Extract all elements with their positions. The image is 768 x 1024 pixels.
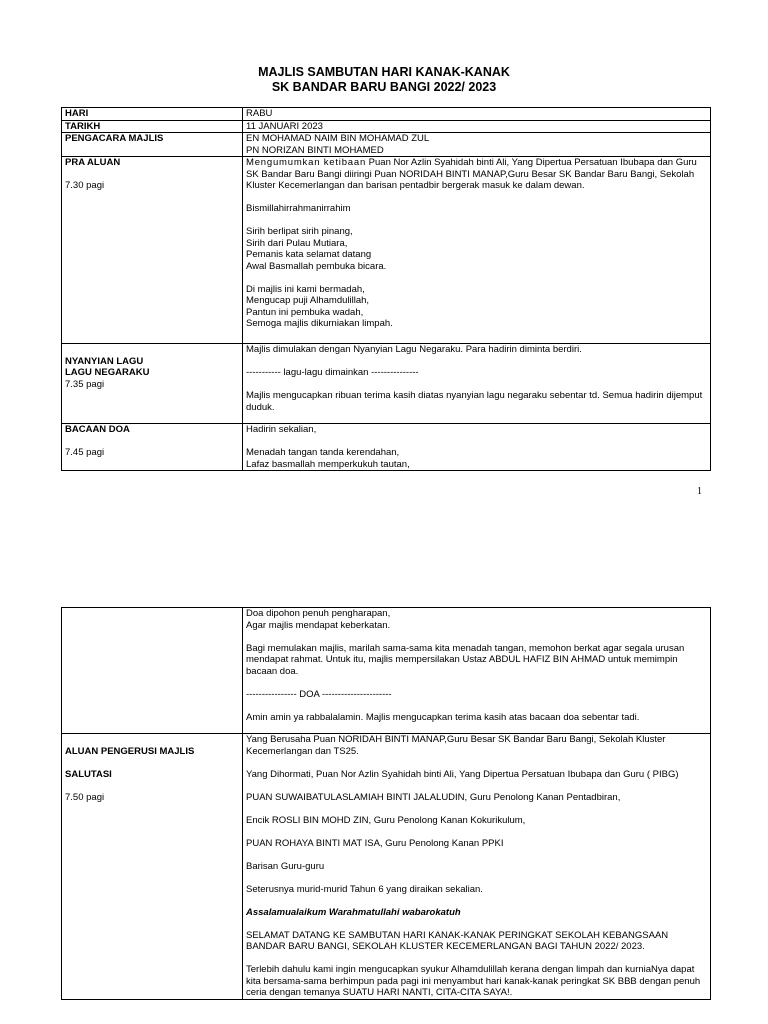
doa-cont-para: Bagi memulakan majlis, marilah sama-sama kita menadah tangan, memohon berkat agar segala urusan mendapat rahmat. Untuk itu, majlis mempersilakan Ustaz ABDUL HAFIZ BIN AHMAD untuk memimpin bacaan doa. [246, 642, 685, 677]
table-row-doa-cont [62, 608, 711, 734]
aluan-p7: Seterusnya murid-murid Tahun 6 yang diraikan sekalian. [246, 883, 483, 895]
table-row-bacaan-doa [62, 424, 711, 471]
label-cell-nyanyian [62, 344, 243, 424]
aluan-p6: Barisan Guru-guru [246, 860, 325, 872]
pantun1-line: Awal Basmallah pembuka bicara. [246, 260, 387, 272]
pengacara-1: EN MOHAMAD NAIM BIN MOHAMAD ZUL [246, 133, 430, 144]
amin-line: Amin amin ya rabbalalamin. Majlis mengucapkan terima kasih atas bacaan doa sebentar tadi. [246, 711, 640, 723]
pantun2-line: Semoga majlis dikurniakan limpah. [246, 318, 393, 329]
aluan-p4: Encik ROSLI BIN MOHD ZIN, Guru Penolong Kanan Kokurikulum, [246, 814, 526, 826]
doa-cont-line-2: Agar majlis mendapat keberkatan. [246, 619, 391, 631]
title-line-2: SK BANDAR BARU BANGI 2022/ 2023 [271, 80, 497, 94]
value-hari: RABU [243, 108, 711, 121]
pantun1-line: Sirih berlipat sirih pinang, [246, 226, 353, 237]
intro-lead: Mengumumkan ketibaan [246, 157, 367, 168]
aluan-p10: Terlebih dahulu kami ingin mengucapkan syukur Alhamdulillah kerana dengan limpah dan kurniaNya dapat kita bersama-sama berhimpun pada pagi ini menyambut hari kanak-kanak peringkat SK BBB dengan penuh ceria dengan temanya SUATU HARI NANTI, CITA-CITA SAYA!. [246, 964, 701, 998]
value-tarikh: 11 JANUARI 2023 [243, 120, 711, 133]
aluan-p9: SELAMAT DATANG KE SAMBUTAN HARI KANAK-KANAK PERINGKAT SEKOLAH KEBANGSAAN BANDAR BARU BANGI, SEKOLAH KLUSTER KECEMERLANGAN BAGI TAHUN 2022/ 2023. [246, 929, 669, 952]
pantun2-line: Di majlis ini kami bermadah, [246, 283, 365, 295]
aluan-p3: PUAN SUWAIBATULASLAMIAH BINTI JALALUDIN, Guru Penolong Kanan Pentadbiran, [246, 791, 621, 803]
content-doa-cont [243, 608, 711, 734]
pantun2-line: Pantun ini pembuka wadah, [246, 306, 364, 318]
doa-line-3: Lafaz basmallah memperkukuh tautan, [246, 458, 410, 470]
aluan-p1: Yang Berusaha Puan NORIDAH BINTI MANAP,Guru Besar SK Bandar Baru Bangi, Sekolah Kluster Kecemerlangan dan TS25. [246, 734, 666, 757]
program-table-page-1 [61, 107, 711, 471]
doa-line: ---------------- DOA ---------------------- [246, 688, 392, 700]
content-nyanyian [243, 344, 711, 424]
program-table-page-2 [61, 607, 711, 1000]
content-pra-aluan [243, 157, 711, 344]
nyanyian-line-3: Majlis mengucapkan ribuan terima kasih diatas nyanyian lagu negaraku sebentar td. Semua hadirin dijemput duduk. [246, 390, 703, 413]
label-aluan: ALUAN PENGERUSI MAJLIS [65, 745, 195, 757]
table-row-aluan [62, 734, 711, 1000]
nyanyian-line-2: ----------- lagu-lagu dimainkan --------------- [246, 367, 419, 378]
time-nyanyian: 7.35 pagi [65, 378, 105, 390]
pantun1-line: Pemanis kata selamat datang [246, 249, 372, 260]
label-pengacara: PENGACARA MAJLIS [62, 133, 243, 157]
doa-line-2: Menadah tangan tanda kerendahan, [246, 447, 400, 458]
time-bacaan-doa: 7.45 pagi [65, 447, 105, 458]
value-pengacara [243, 133, 711, 157]
pantun1-line: Sirih dari Pulau Mutiara, [246, 237, 348, 249]
label-cell-pra-aluan [62, 157, 243, 344]
label-salutasi: SALUTASI [65, 768, 112, 780]
label-tarikh: TARIKH [62, 120, 243, 133]
intro-rest: Puan Nor Azlin Syahidah binti Ali, Yang Dipertua Persatuan Ibubapa dan Guru SK Bandar Baru Bangi diiringi Puan NORIDAH BINTI MANAP,Guru Besar SK Bandar Baru Bangi, Sekolah Kluster Kecemerlangan dan barisan pentadbir bergerak masuk ke dalam dewan. [246, 157, 697, 191]
time-aluan: 7.50 pagi [65, 791, 105, 803]
table-row-hari [62, 108, 711, 121]
pra-aluan-intro [246, 157, 707, 192]
aluan-salam: Assalamualaikum Warahmatullahi wabarokatuh [246, 906, 461, 918]
doa-cont-line-1: Doa dipohon penuh pengharapan, [246, 608, 391, 619]
table-row-nyanyian [62, 344, 711, 424]
title-line-1: MAJLIS SAMBUTAN HARI KANAK-KANAK [258, 65, 510, 79]
label-hari: HARI [62, 108, 243, 121]
table-row-pra-aluan [62, 157, 711, 344]
table-row-pengacara [62, 133, 711, 157]
content-aluan [243, 734, 711, 1000]
pantun2-line: Mengucap puji Alhamdulillah, [246, 295, 370, 306]
label-cell-aluan [62, 734, 243, 1000]
label-bacaan-doa: BACAAN DOA [65, 424, 130, 435]
page-number: 1 [697, 486, 702, 497]
label-nyanyian-1: NYANYIAN LAGU [65, 355, 144, 367]
aluan-p2: Yang Dihormati, Puan Nor Azlin Syahidah binti Ali, Yang Dipertua Persatuan Ibubapa dan Guru ( PIBG) [246, 768, 679, 780]
label-pra-aluan: PRA ALUAN [65, 157, 121, 168]
label-cell-empty [62, 608, 243, 734]
bismillah: Bismillahirrahmanirrahim [246, 203, 351, 214]
pengacara-2: PN NORIZAN BINTI MOHAMED [246, 144, 384, 156]
doa-line-1: Hadirin sekalian, [246, 424, 317, 435]
nyanyian-line-1: Majlis dimulakan dengan Nyanyian Lagu Negaraku. Para hadirin diminta berdiri. [246, 344, 582, 355]
table-row-tarikh [62, 120, 711, 133]
document-title [0, 65, 768, 95]
label-nyanyian-2: LAGU NEGARAKU [65, 367, 150, 378]
content-bacaan-doa [243, 424, 711, 471]
aluan-p5: PUAN ROHAYA BINTI MAT ISA, Guru Penolong Kanan PPKI [246, 837, 504, 849]
time-pra-aluan: 7.30 pagi [65, 180, 105, 191]
label-cell-bacaan-doa [62, 424, 243, 471]
